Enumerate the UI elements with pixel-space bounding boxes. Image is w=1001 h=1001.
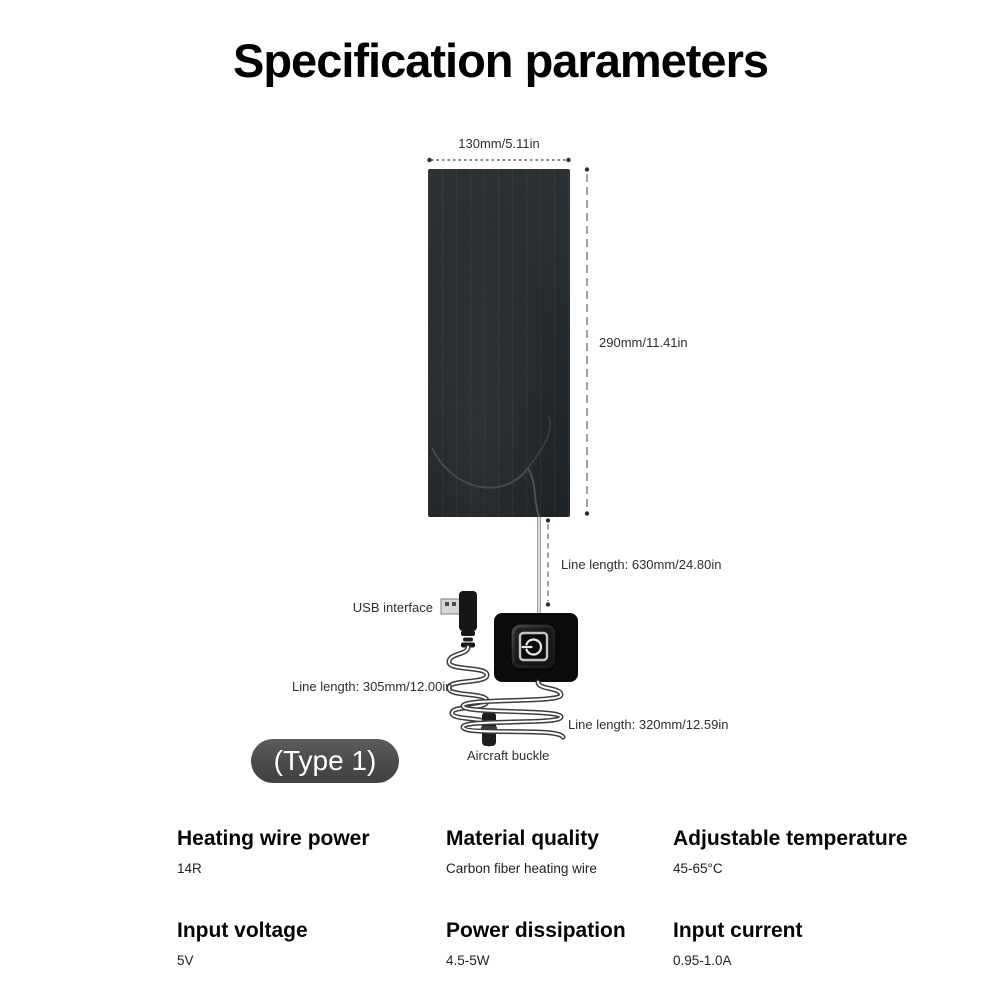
type-badge — [251, 739, 399, 783]
spec-value: 14R — [177, 861, 202, 876]
output-cable — [463, 682, 563, 737]
spec-label: Input current — [673, 919, 803, 942]
power-button-icon[interactable] — [511, 624, 556, 669]
type-badge-label: (Type 1) — [273, 745, 377, 776]
spec-value: 4.5-5W — [446, 953, 490, 968]
spec-adjustable-temperature — [673, 828, 908, 876]
width-dimension-label: 130mm/5.11in — [458, 136, 540, 151]
width-dimension-line — [427, 158, 570, 162]
spec-label: Heating wire power — [177, 827, 370, 850]
heating-pad-image — [428, 169, 570, 517]
aircraft-buckle-label: Aircraft buckle — [467, 748, 550, 763]
spec-input-current — [673, 920, 803, 968]
page-title: Specification parameters — [233, 34, 768, 87]
spec-value: 45-65°C — [673, 861, 723, 876]
controller — [494, 613, 578, 682]
usb-interface-label: USB interface — [352, 600, 433, 615]
spec-label: Adjustable temperature — [673, 827, 908, 850]
spec-material-quality — [446, 828, 599, 876]
spec-label: Power dissipation — [446, 919, 626, 942]
height-dimension-line — [585, 167, 589, 515]
height-dimension-label: 290mm/11.41in — [599, 335, 688, 350]
spec-label: Material quality — [446, 827, 599, 850]
cable-dimension-line — [546, 518, 550, 606]
spec-value: Carbon fiber heating wire — [446, 861, 597, 876]
spec-heating-wire-power — [177, 828, 370, 876]
usb-cable — [449, 647, 489, 744]
spec-value: 0.95-1.0A — [673, 953, 732, 968]
usb-plug-icon — [441, 591, 477, 648]
pad-cable-length-label: Line length: 630mm/24.80in — [561, 557, 722, 572]
spec-value: 5V — [177, 953, 194, 968]
output-cable-length-label: Line length: 320mm/12.59in — [568, 717, 729, 732]
spec-label: Input voltage — [177, 919, 308, 942]
aircraft-buckle-icon — [481, 712, 497, 746]
spec-power-dissipation — [446, 920, 626, 968]
usb-cable-length-label: Line length: 305mm/12.00in — [292, 679, 453, 694]
spec-input-voltage — [177, 920, 308, 968]
